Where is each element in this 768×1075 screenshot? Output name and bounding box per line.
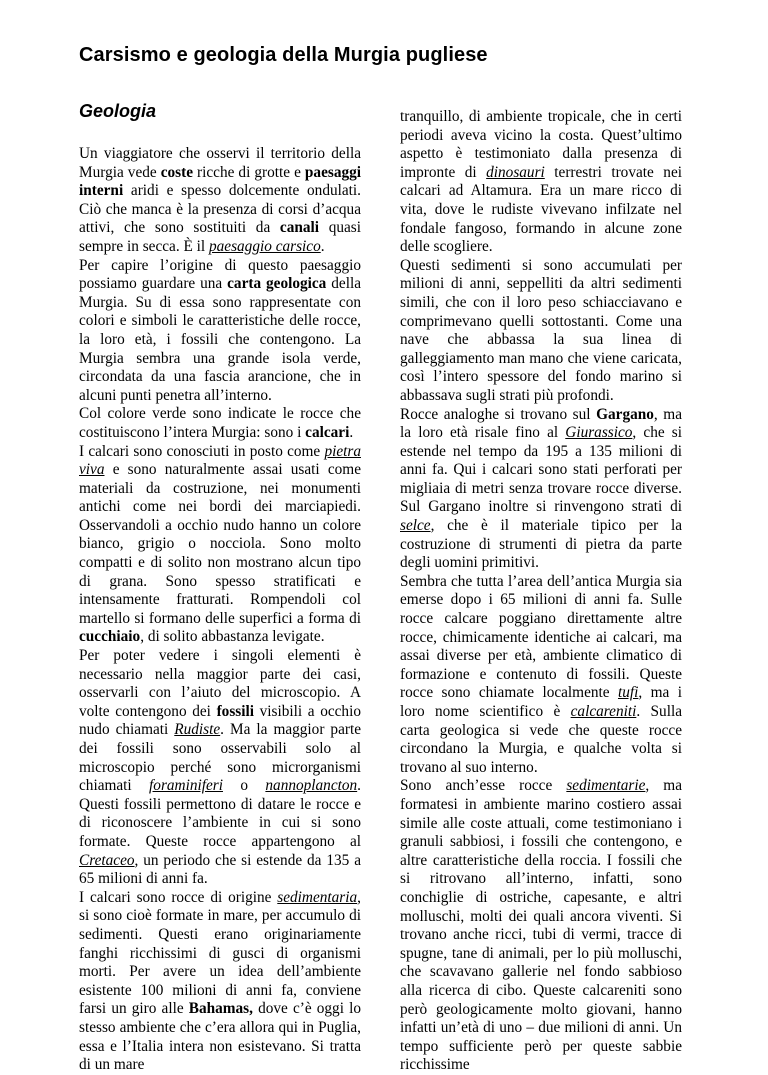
text-run: dove c’è oggi lo stesso ambiente che c’era allora qui in Puglia, essa e l’Italia intera non esistevano. Si tratta di un mare <box>79 1000 361 1074</box>
text-run: ricche di grotte e <box>193 163 305 181</box>
text-run: quasi sempre in secca. È il <box>79 219 361 255</box>
bold-term: calcari <box>305 423 350 441</box>
left-column <box>79 145 361 1075</box>
glossary-term: selce <box>400 517 431 535</box>
text-run: visibili a occhio nudo chiamati <box>79 702 361 739</box>
glossary-term: dinosauri <box>486 163 545 181</box>
text-run: della Murgia. Su di essa sono rappresentate con colori e simboli le caratteristiche delle rocce, la loro età, i fossili che contengono. La Murgia sembra una grande isola verde, circondata da una fascia arancione, che in alcuni punti penetra all’interno. <box>79 275 361 404</box>
glossary-term: Cretaceo <box>79 851 135 869</box>
bold-term: canali <box>279 219 320 237</box>
glossary-term: foraminiferi <box>149 777 223 795</box>
paragraph <box>400 406 682 573</box>
text-run: . Sulla carta geologica si vede che queste rocce circondano la Murgia, e qualche volta si trovano al suo interno. <box>400 703 682 776</box>
text-run: . <box>320 237 325 255</box>
glossary-term: calcareniti <box>570 703 637 720</box>
text-run: Per capire l’origine di questo paesaggio possiamo guardare una <box>79 256 361 293</box>
glossary-term: paesaggio carsico <box>208 237 321 255</box>
text-run: Rocce analoghe si trovano sul <box>400 405 597 423</box>
right-column <box>400 108 682 1075</box>
text-run: , che è il materiale tipico per la costruzione di strumenti di pietra da parte degli uomini primitivi. <box>400 517 682 572</box>
text-run: , si sono cioè formate in mare, per accumulo di sedimenti. Questi erano originariamente fanghi ricchissimi di gusci di organismi morti. Per avere un idea dell’ambiente esistente 100 milioni di anni fa, conviene farsi un giro alle <box>79 888 361 1018</box>
text-run: , di solito abbastanza levigate. <box>140 628 325 646</box>
bold-term: Gargano <box>596 405 654 423</box>
bold-term: coste <box>160 163 193 181</box>
text-run: o <box>222 777 266 795</box>
glossary-term: sedimentaria <box>277 888 358 906</box>
text-run: , ma formatesi in ambiente marino costiero assai simile alle coste attuali, come testimoniano i granuli sabbiosi, i fossili che contengono, e altre caratteristiche della roccia. I fossili che si ritrovano all’interno, infatti, sono conchiglie di ostriche, capesante, e altri molluschi, molti dei quali ancora viventi. Si trovano anche ricci, tubi di vermi, tracce di spugne, tane di animali, per lo più molluschi, che scavavano gallerie nel fondo sabbioso alla ricerca di cibo. Queste calcareniti sono però geologicamente molto giovani, hanno infatti un’età di uno – due milioni di anni. Un tempo sufficiente però per queste sabbie ricchissime <box>400 777 682 1074</box>
text-run: I calcari sono conosciuti in posto come <box>79 442 325 460</box>
text-run: . Ma la maggior parte dei fossili sono osservabili solo al microscopio perché sono microrganismi chiamati <box>79 721 361 795</box>
bold-term: Bahamas, <box>188 1000 253 1018</box>
text-run: , ma la loro età risale fino al <box>400 405 682 442</box>
paragraph <box>400 573 682 778</box>
paragraph <box>79 405 361 442</box>
section-heading: Geologia <box>79 101 157 121</box>
paragraph <box>400 257 682 406</box>
text-run: . Questi fossili permettono di datare le rocce e di riconoscere l’ambiente in cui si sono formate. Queste rocce appartengono al <box>79 777 361 850</box>
glossary-term: Rudiste <box>174 721 221 739</box>
text-run: Col colore verde sono indicate le rocce che costituiscono l’intera Murgia: sono i <box>79 405 361 441</box>
text-run: Questi sedimenti si sono accumulati per milioni di anni, seppelliti da altri sedimenti simili, che con il loro peso schiacciavano e comprimevano quelli sottostanti. Come una nave che abbassa la sua linea di galleggiamento man mano che viene caricata, così l’intero spessore del fondo marino si abbassava sugli strati più profondi. <box>400 256 682 404</box>
text-run: Un viaggiatore che osservi il territorio della Murgia vede <box>79 145 361 181</box>
glossary-term: nannoplancton <box>265 777 358 795</box>
text-run: Sono anch’esse rocce <box>400 777 567 795</box>
text-run: , un periodo che si estende da 135 a 65 milioni di anni fa. <box>79 851 361 888</box>
text-run: Per poter vedere i singoli elementi è necessario nella maggior parte dei casi, osservarli con l’aiuto del microscopio. A volte contengono dei <box>79 647 361 720</box>
bold-term: fossili <box>216 702 254 720</box>
paragraph <box>79 443 361 648</box>
text-run: aridi e spesso dolcemente ondulati. Ciò che manca è la presenza di corsi d’acqua attivi, che sono sostituiti da <box>79 182 361 237</box>
paragraph <box>400 108 682 257</box>
paragraph <box>79 145 361 257</box>
text-run: tranquillo, di ambiente tropicale, che in certi periodi aveva vicino la costa. Quest’ultimo aspetto è testimoniato dalla presenza di impronte di <box>400 108 682 181</box>
text-run: . <box>349 423 354 441</box>
text-run: terrestri trovate nei calcari ad Altamura. Era un mare ricco di vita, dove le rudiste vivevano infilzate nel fondale fangoso, formando in alcune zone delle scogliere. <box>400 163 682 256</box>
paragraph <box>79 647 361 889</box>
paragraph <box>400 777 682 1075</box>
paragraph <box>79 889 361 1075</box>
bold-term: carta geologica <box>227 275 327 293</box>
glossary-term: sedimentarie <box>566 777 646 795</box>
text-run: , che si estende nel tempo da 195 a 135 milioni di anni fa. Qui i calcari sono stati perforati per migliaia di metri senza trovare rocce diverse. Sul Gargano inoltre si rinvengono strati di <box>400 424 682 516</box>
text-run: Sembra che tutta l’area dell’antica Murgia sia emerse dopo i 65 milioni di anni fa. Sulle rocce calcare poggiano direttamente altre rocce, chimicamente identiche ai calcari, ma assai diverse per età, ambiente climatico di formazione e contenuto di fossili. Queste rocce sono chiamate localmente <box>400 572 682 702</box>
glossary-term: pietra viva <box>79 442 361 479</box>
page-title: Carsismo e geologia della Murgia pugliese <box>79 44 488 66</box>
glossary-term: tufi <box>617 684 639 702</box>
text-run: , ma i loro nome scientifico è <box>400 684 682 720</box>
paragraph <box>79 257 361 406</box>
bold-term: paesaggi interni <box>79 163 362 200</box>
bold-term: cucchiaio <box>79 628 141 646</box>
text-run: e sono naturalmente assai usati come materiali da costruzione, nei monumenti antichi come nei bordi dei marciapiedi. Osservandoli a occhio nudo hanno un colore bianco, grigio o nocciola. Sono molto compatti e di solito non mostrano alcun tipo di grana. Sono spesso stratificati e intensamente fratturati. Rompendoli col martello si formano delle superfici a forma di <box>79 461 361 627</box>
glossary-term: Giurassico <box>565 424 633 442</box>
text-run: I calcari sono rocce di origine <box>79 888 278 906</box>
